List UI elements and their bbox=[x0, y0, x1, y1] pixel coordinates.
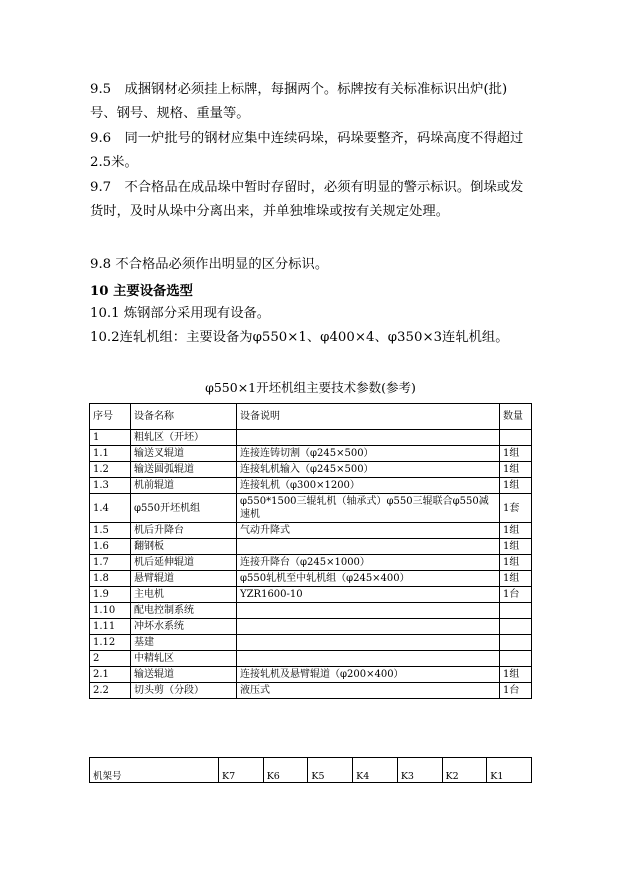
table-cell: 1组 bbox=[500, 478, 532, 494]
table-cell: 1组 bbox=[500, 667, 532, 683]
table-cell: 配电控制系统 bbox=[131, 603, 237, 619]
table-row bbox=[90, 539, 532, 555]
table-cell: 1组 bbox=[500, 446, 532, 462]
table-cell: 1台 bbox=[500, 587, 532, 603]
table-cell: 输送辊道 bbox=[131, 667, 237, 683]
spec-table bbox=[89, 403, 532, 699]
table-row bbox=[90, 651, 532, 667]
table-cell: 2.2 bbox=[90, 683, 131, 699]
table-cell: 连接升降台（φ245×1000） bbox=[237, 555, 500, 571]
table-cell: 1.9 bbox=[90, 587, 131, 603]
paragraph-9-7: 9.7 不合格品在成品垛中暂时存留时，必须有明显的警示标识。倒垛或发货时，及时从垛中分离出来，并单独堆垛或按有关规定处理。 bbox=[90, 180, 524, 219]
table-cell bbox=[500, 635, 532, 651]
table-cell: 1.5 bbox=[90, 523, 131, 539]
table-cell: 1.3 bbox=[90, 478, 131, 494]
table-cell: 输送叉辊道 bbox=[131, 446, 237, 462]
table-row bbox=[90, 462, 532, 478]
table-cell bbox=[237, 430, 500, 446]
paragraph-9-6: 9.6 同一炉批号的钢材应集中连续码垛，码垛要整齐，码垛高度不得超过2.5米。 bbox=[90, 131, 524, 170]
table-cell bbox=[500, 651, 532, 667]
header-cell: 设备名称 bbox=[131, 404, 237, 430]
stand-cell: K6 bbox=[263, 758, 308, 783]
paragraph-9-8: 9.8 不合格品必须作出明显的区分标识。 bbox=[90, 257, 329, 272]
table-cell: φ550开坯机组 bbox=[131, 494, 237, 523]
table-cell: 气动升降式 bbox=[237, 523, 500, 539]
table-cell bbox=[500, 619, 532, 635]
table-cell: φ550轧机至中轧机组（φ245×400） bbox=[237, 571, 500, 587]
table-cell bbox=[500, 603, 532, 619]
table-cell: 机后延伸辊道 bbox=[131, 555, 237, 571]
table-row bbox=[90, 478, 532, 494]
table-cell: 2.1 bbox=[90, 667, 131, 683]
table-cell: 1 bbox=[90, 430, 131, 446]
table-cell: 1组 bbox=[500, 571, 532, 587]
table-caption: φ550×1开坯机组主要技术参数(参考) bbox=[205, 380, 416, 395]
table-cell: 1组 bbox=[500, 539, 532, 555]
table-cell: 1组 bbox=[500, 555, 532, 571]
paragraph-10-1: 10.1 炼钢部分采用现有设备。 bbox=[90, 306, 271, 321]
table-row bbox=[90, 603, 532, 619]
table-cell: 机前辊道 bbox=[131, 478, 237, 494]
paragraph-9-5: 9.5 成捆钢材必须挂上标牌，每捆两个。标牌按有关标准标识出炉(批)号、钢号、规格、重量等。 bbox=[90, 82, 508, 121]
table-cell: 1.2 bbox=[90, 462, 131, 478]
table-cell: 1台 bbox=[500, 683, 532, 699]
table-cell: 1.7 bbox=[90, 555, 131, 571]
table-row bbox=[90, 619, 532, 635]
table-cell: φ550*1500三辊轧机（轴承式）φ550三辊联合φ550减速机 bbox=[237, 494, 500, 523]
table-cell: 1组 bbox=[500, 462, 532, 478]
header-cell: 设备说明 bbox=[237, 404, 500, 430]
table-cell: 1.12 bbox=[90, 635, 131, 651]
table-cell: 主电机 bbox=[131, 587, 237, 603]
stand-cell: K1 bbox=[487, 758, 532, 783]
table-cell: 连接连铸切割（φ245×500） bbox=[237, 446, 500, 462]
table-row bbox=[90, 446, 532, 462]
table-cell: 输送圆弧辊道 bbox=[131, 462, 237, 478]
table-row bbox=[90, 587, 532, 603]
stand-cell: K4 bbox=[353, 758, 398, 783]
table-cell: 悬臂辊道 bbox=[131, 571, 237, 587]
table-row bbox=[90, 523, 532, 539]
table-cell: 连接轧机输入（φ245×500） bbox=[237, 462, 500, 478]
stand-cell: K7 bbox=[219, 758, 264, 783]
table-cell: 1套 bbox=[500, 494, 532, 523]
table-cell bbox=[237, 635, 500, 651]
table-cell: 1.10 bbox=[90, 603, 131, 619]
stand-table bbox=[89, 757, 532, 783]
table-cell: 切头剪（分段） bbox=[131, 683, 237, 699]
table-cell: 1.4 bbox=[90, 494, 131, 523]
table-cell: 机后升降台 bbox=[131, 523, 237, 539]
table-cell: 1.6 bbox=[90, 539, 131, 555]
stand-row bbox=[90, 758, 532, 783]
paragraph-10-2: 10.2连轧机组：主要设备为φ550×1、φ400×4、φ350×3连轧机组。 bbox=[90, 330, 509, 345]
table-cell: 1.11 bbox=[90, 619, 131, 635]
table-row bbox=[90, 430, 532, 446]
table-cell bbox=[237, 651, 500, 667]
stand-label-cell: 机架号 bbox=[90, 758, 219, 783]
table-cell: 粗轧区（开坯） bbox=[131, 430, 237, 446]
table-cell: 1组 bbox=[500, 523, 532, 539]
table-cell: 液压式 bbox=[237, 683, 500, 699]
table-cell: 翻钢板 bbox=[131, 539, 237, 555]
table-cell: 冲坏水系统 bbox=[131, 619, 237, 635]
stand-cell: K3 bbox=[397, 758, 442, 783]
table-cell bbox=[237, 603, 500, 619]
table-header-row bbox=[90, 404, 532, 430]
table-row bbox=[90, 555, 532, 571]
header-cell: 序号 bbox=[90, 404, 131, 430]
table-row bbox=[90, 494, 532, 523]
table-cell bbox=[237, 539, 500, 555]
stand-cell: K2 bbox=[442, 758, 487, 783]
table-cell: 连接轧机及悬臂辊道（φ200×400） bbox=[237, 667, 500, 683]
table-row bbox=[90, 683, 532, 699]
table-cell: 中精轧区 bbox=[131, 651, 237, 667]
table-cell: YZR1600-10 bbox=[237, 587, 500, 603]
header-cell: 数量 bbox=[500, 404, 532, 430]
table-row bbox=[90, 635, 532, 651]
table-cell: 连接轧机（φ300×1200） bbox=[237, 478, 500, 494]
table-row bbox=[90, 667, 532, 683]
table-cell bbox=[237, 619, 500, 635]
stand-cell: K5 bbox=[308, 758, 353, 783]
table-cell: 基建 bbox=[131, 635, 237, 651]
table-cell: 1.1 bbox=[90, 446, 131, 462]
table-cell: 1.8 bbox=[90, 571, 131, 587]
section-heading-10: 10 主要设备选型 bbox=[90, 284, 193, 299]
table-cell bbox=[500, 430, 532, 446]
table-row bbox=[90, 571, 532, 587]
table-cell: 2 bbox=[90, 651, 131, 667]
